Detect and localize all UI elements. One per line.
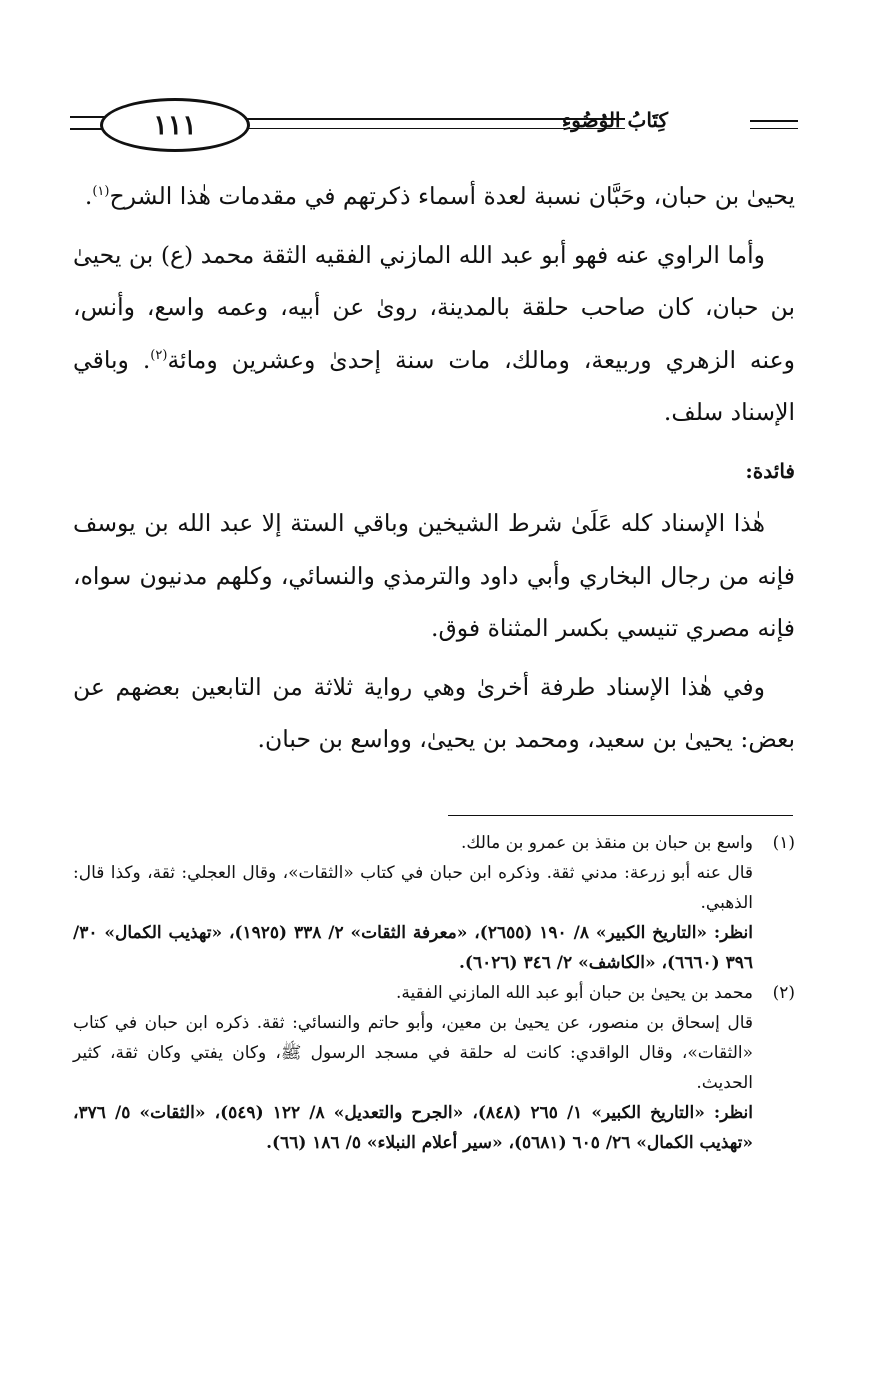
footnote-ref-1: (١) (92, 184, 110, 200)
footnote-1 (73, 828, 795, 978)
paragraph-2-end: . وباقي الإسناد سلف. (73, 345, 795, 426)
paragraph-2 (73, 229, 795, 439)
paragraph-1-text: يحيىٰ بن حبان، وحَبَّان نسبة لعدة أسماء ذكرتهم في مقدمات هٰذا الشرح (109, 182, 795, 210)
page-header (70, 96, 798, 156)
main-text (73, 170, 795, 772)
page-number: ١١١ (100, 98, 250, 152)
footnote-line: محمد بن يحيىٰ بن حبان أبو عبد الله المازني الفقية. (396, 983, 753, 1003)
footnote-references: انظر: «التاريخ الكبير» ٨/ ١٩٠ (٢٦٥٥)، «معرفة الثقات» ٢/ ٣٣٨ (١٩٢٥)، «تهذيب الكمال» ٣٠/ ٣٩٦ (٦٦٦٠)، «الكاشف» ٢/ ٣٤٦ (٦٠٢٦). (73, 923, 753, 973)
footnotes (73, 828, 795, 1158)
footnote-body (73, 978, 753, 1158)
footnote-number: (١) (772, 833, 795, 853)
footnote-ref-2: (٢) (150, 347, 168, 363)
footnote-2 (73, 978, 795, 1158)
paragraph-2-text: وأما الراوي عنه فهو أبو عبد الله المازني الفقيه الثقة محمد (ع) بن يحيىٰ بن حبان، كان صاحب حلقة بالمدينة، روىٰ عن أبيه، وعمه واسع، وأنس، وعنه الزهري وربيعة، ومالك، مات سنة إحدىٰ وعشرين ومائة (73, 240, 795, 374)
footnote-line: قال عنه أبو زرعة: مدني ثقة. وذكره ابن حبان في كتاب «الثقات»، وقال العجلي: ثقة، وكذا قال: الذهبي. (73, 863, 753, 913)
book-title: كِتَابُ الوُضُوءِ (561, 108, 668, 132)
paragraph-4: وفي هٰذا الإسناد طرفة أخرىٰ وهي رواية ثلاثة من التابعين بعضهم عن بعض: يحيىٰ بن سعيد، ومحمد بن يحيىٰ، وواسع بن حبان. (73, 672, 795, 753)
footnote-body (73, 828, 753, 978)
header-rule-right-bottom (750, 128, 798, 129)
footnote-line: قال إسحاق بن منصور، عن يحيىٰ بن معين، وأبو حاتم والنسائي: ثقة. ذكره ابن حبان في كتاب «الثقات»، وقال الواقدي: كانت له حلقة في مسجد الرسول ﷺ، وكان يفتي وكان ثقة، كثير الحديث. (73, 1013, 753, 1093)
paragraph-3: هٰذا الإسناد كله عَلَىٰ شرط الشيخين وباقي الستة إلا عبد الله بن يوسف فإنه من رجال البخاري وأبي داود والترمذي والنسائي، وكلهم مدنيون سواه، فإنه مصري تنيسي بكسر المثناة فوق. (73, 509, 795, 642)
section-heading: فائدة: (745, 458, 795, 483)
footnote-references: انظر: «التاريخ الكبير» ١/ ٢٦٥ (٨٤٨)، «الجرح والتعديل» ٨/ ١٢٢ (٥٤٩)، «الثقات» ٥/ ٣٧٦، «تهذيب الكمال» ٢٦/ ٦٠٥ (٥٦٨١)، «سير أعلام النبلاء» ٥/ ١٨٦ (٦٦). (73, 1103, 753, 1153)
footnote-divider (448, 815, 793, 816)
footnote-line: واسع بن حبان بن منقذ بن عمرو بن مالك. (461, 833, 753, 853)
paragraph-1-end: . (84, 182, 93, 210)
header-rule-right-top (750, 120, 798, 122)
footnote-number: (٢) (772, 983, 795, 1003)
paragraph-1 (73, 170, 795, 223)
